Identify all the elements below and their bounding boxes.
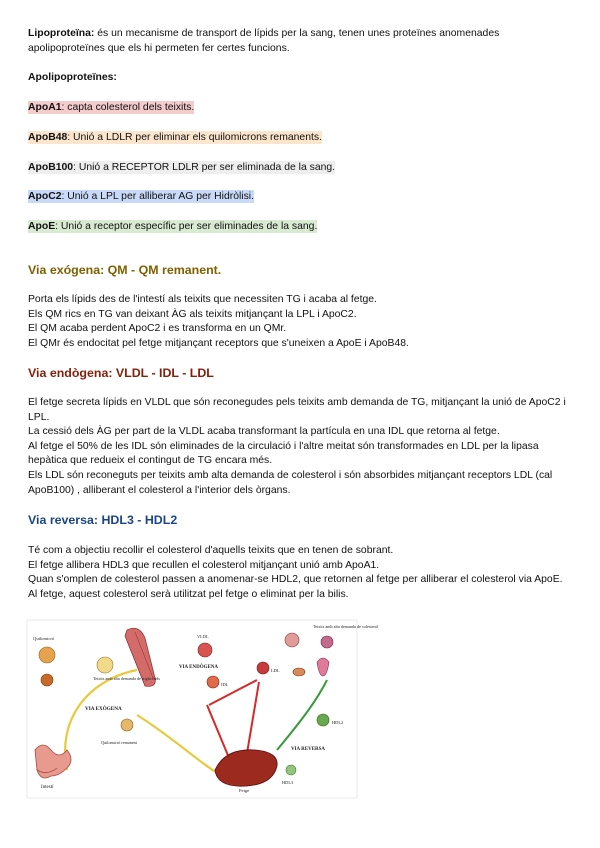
apo-highlight — [28, 161, 335, 174]
apo-name: ApoC2 — [28, 191, 62, 202]
exogena-body — [28, 293, 576, 351]
exogena-line: Porta els lípids des de l'intestí als teixits que necessiten TG i acaba al fetge. — [28, 294, 377, 305]
exogena-line: Els QM rics en TG van deixant ÀG als teixits mitjançant la LPL i ApoC2. — [28, 308, 357, 320]
apo-desc: : Unió a LPL per alliberar AG per Hidròlisi. — [61, 191, 254, 202]
endogena-line: Al fetge el 50% de les IDL són eliminades de la circulació i l'altre meitat són transformades en LDL per la lipasa hepàtica que redueix el contingut de TG encara més. — [28, 440, 539, 467]
apo-desc: : Unió a receptor específic per ser eliminades de la sang. — [55, 221, 318, 232]
reversa-line: Té com a objectiu recollir el colesterol d'aquells teixits que en tenen de sobrant. — [28, 545, 394, 556]
idl-label: IDL — [221, 682, 229, 687]
endogena-body — [28, 396, 576, 498]
apo-item-apoa1 — [28, 101, 576, 116]
endogena-heading: Via endògena: VLDL - IDL - LDL — [28, 366, 214, 380]
reversa-line: Quan s'omplen de colesterol passen a anomenar-se HDL2, que retornen al fetge per alliberar el colesterol via ApoE. — [28, 574, 563, 586]
liver-label: Fetge — [239, 788, 250, 793]
vldl-particle — [198, 643, 212, 657]
remnant-particle-small — [41, 674, 53, 686]
reverse-route-label: VIA REVERSA — [291, 747, 326, 752]
endogena-line: La cessió dels ÀG per part de la VLDL acaba transformant la partícula en una IDL que retorna al fetge. — [28, 426, 500, 438]
exogena-line: El QMr és endocitat pel fetge mitjançant receptors que s'uneixen a ApoE i ApoB48. — [28, 337, 409, 349]
hdl3-label: HDL3 — [282, 780, 294, 785]
apo-name: ApoB48 — [28, 132, 68, 143]
apo-name: ApoB100 — [28, 162, 74, 173]
fat-cell-illustration — [97, 657, 113, 673]
exogena-line: El QM acaba perdent ApoC2 i es transforma en un QMr. — [28, 323, 287, 335]
vldl-label: VLDL — [197, 634, 209, 639]
tg-tissues-label: Teixits amb alta demanda de triglicèrids — [93, 676, 161, 681]
remnant-label: Quilomicró remanent — [101, 740, 137, 745]
apo-highlight — [28, 190, 254, 203]
remnant-particle — [121, 719, 133, 731]
apo-desc: : Unió a LDLR per eliminar els quilomicrons remanents. — [67, 132, 322, 143]
idl-particle — [207, 676, 219, 688]
apo-highlight — [28, 101, 194, 114]
chylomicron-label: Quilomicró — [33, 636, 55, 641]
hdl3-particle — [286, 765, 296, 775]
apo-item-apoc2 — [28, 190, 576, 205]
apo-item-apob48 — [28, 131, 576, 146]
ldl-particle — [257, 662, 269, 674]
intro-text: és un mecanisme de transport de lípids per la sang, tenen unes proteïnes anomenades apolipoproteïnes que els hi permeten fer certes funcions. — [28, 28, 500, 54]
endogenous-route-label: VIA ENDÒGENA — [179, 665, 219, 670]
endogena-line: El fetge secreta lípids en VLDL que són reconegudes pels teixits amb demanda de TG, mitjançant la unió de ApoC2 i LPL. — [28, 397, 566, 423]
reversa-body — [28, 544, 576, 602]
hdl2-particle — [317, 714, 329, 726]
lipoprotein-pathway-figure — [27, 620, 379, 798]
reversa-line: El fetge allibera HDL3 que recullen el colesterol mitjançant unió amb ApoA1. — [28, 559, 380, 571]
apo-desc: : capta colesterol dels teixits. — [61, 102, 195, 113]
hdl2-label: HDL2 — [332, 720, 344, 725]
chylomicron-particle — [39, 647, 55, 663]
apo-heading: Apolipoproteïnes: — [28, 72, 117, 83]
apo-highlight — [28, 220, 317, 233]
apo-name: ApoA1 — [28, 102, 62, 113]
exogenous-route-label: VIA EXÒGENA — [85, 706, 122, 712]
intestine-label: Intestí — [41, 785, 54, 790]
apo-item-apoe — [28, 220, 576, 235]
apo-desc: : Unió a RECEPTOR LDLR per ser eliminada de la sang. — [73, 162, 336, 173]
ldl-label: LDL — [271, 668, 280, 673]
intro-term: Lipoproteïna: — [28, 28, 95, 39]
cholesterol-tissues-label: Teixits amb alta demanda de colesterol — [313, 624, 379, 629]
endogena-line: Els LDL són reconeguts per teixits amb alta demanda de colesterol i són absorbides mitjançant receptors LDL (cal ApoB100) , alliberant el colesterol a l'interior dels òrgans. — [28, 469, 553, 496]
intro-paragraph — [28, 27, 576, 56]
apo-item-apob100 — [28, 161, 576, 176]
reversa-line: Al fetge, aquest colesterol serà utilitzat pel fetge o eliminat per la bilis. — [28, 588, 349, 600]
apo-highlight — [28, 131, 322, 144]
exogena-heading: Via exógena: QM - QM remanent. — [28, 263, 222, 277]
reversa-heading: Via reversa: HDL3 - HDL2 — [28, 513, 178, 527]
apo-name: ApoE — [28, 221, 56, 232]
